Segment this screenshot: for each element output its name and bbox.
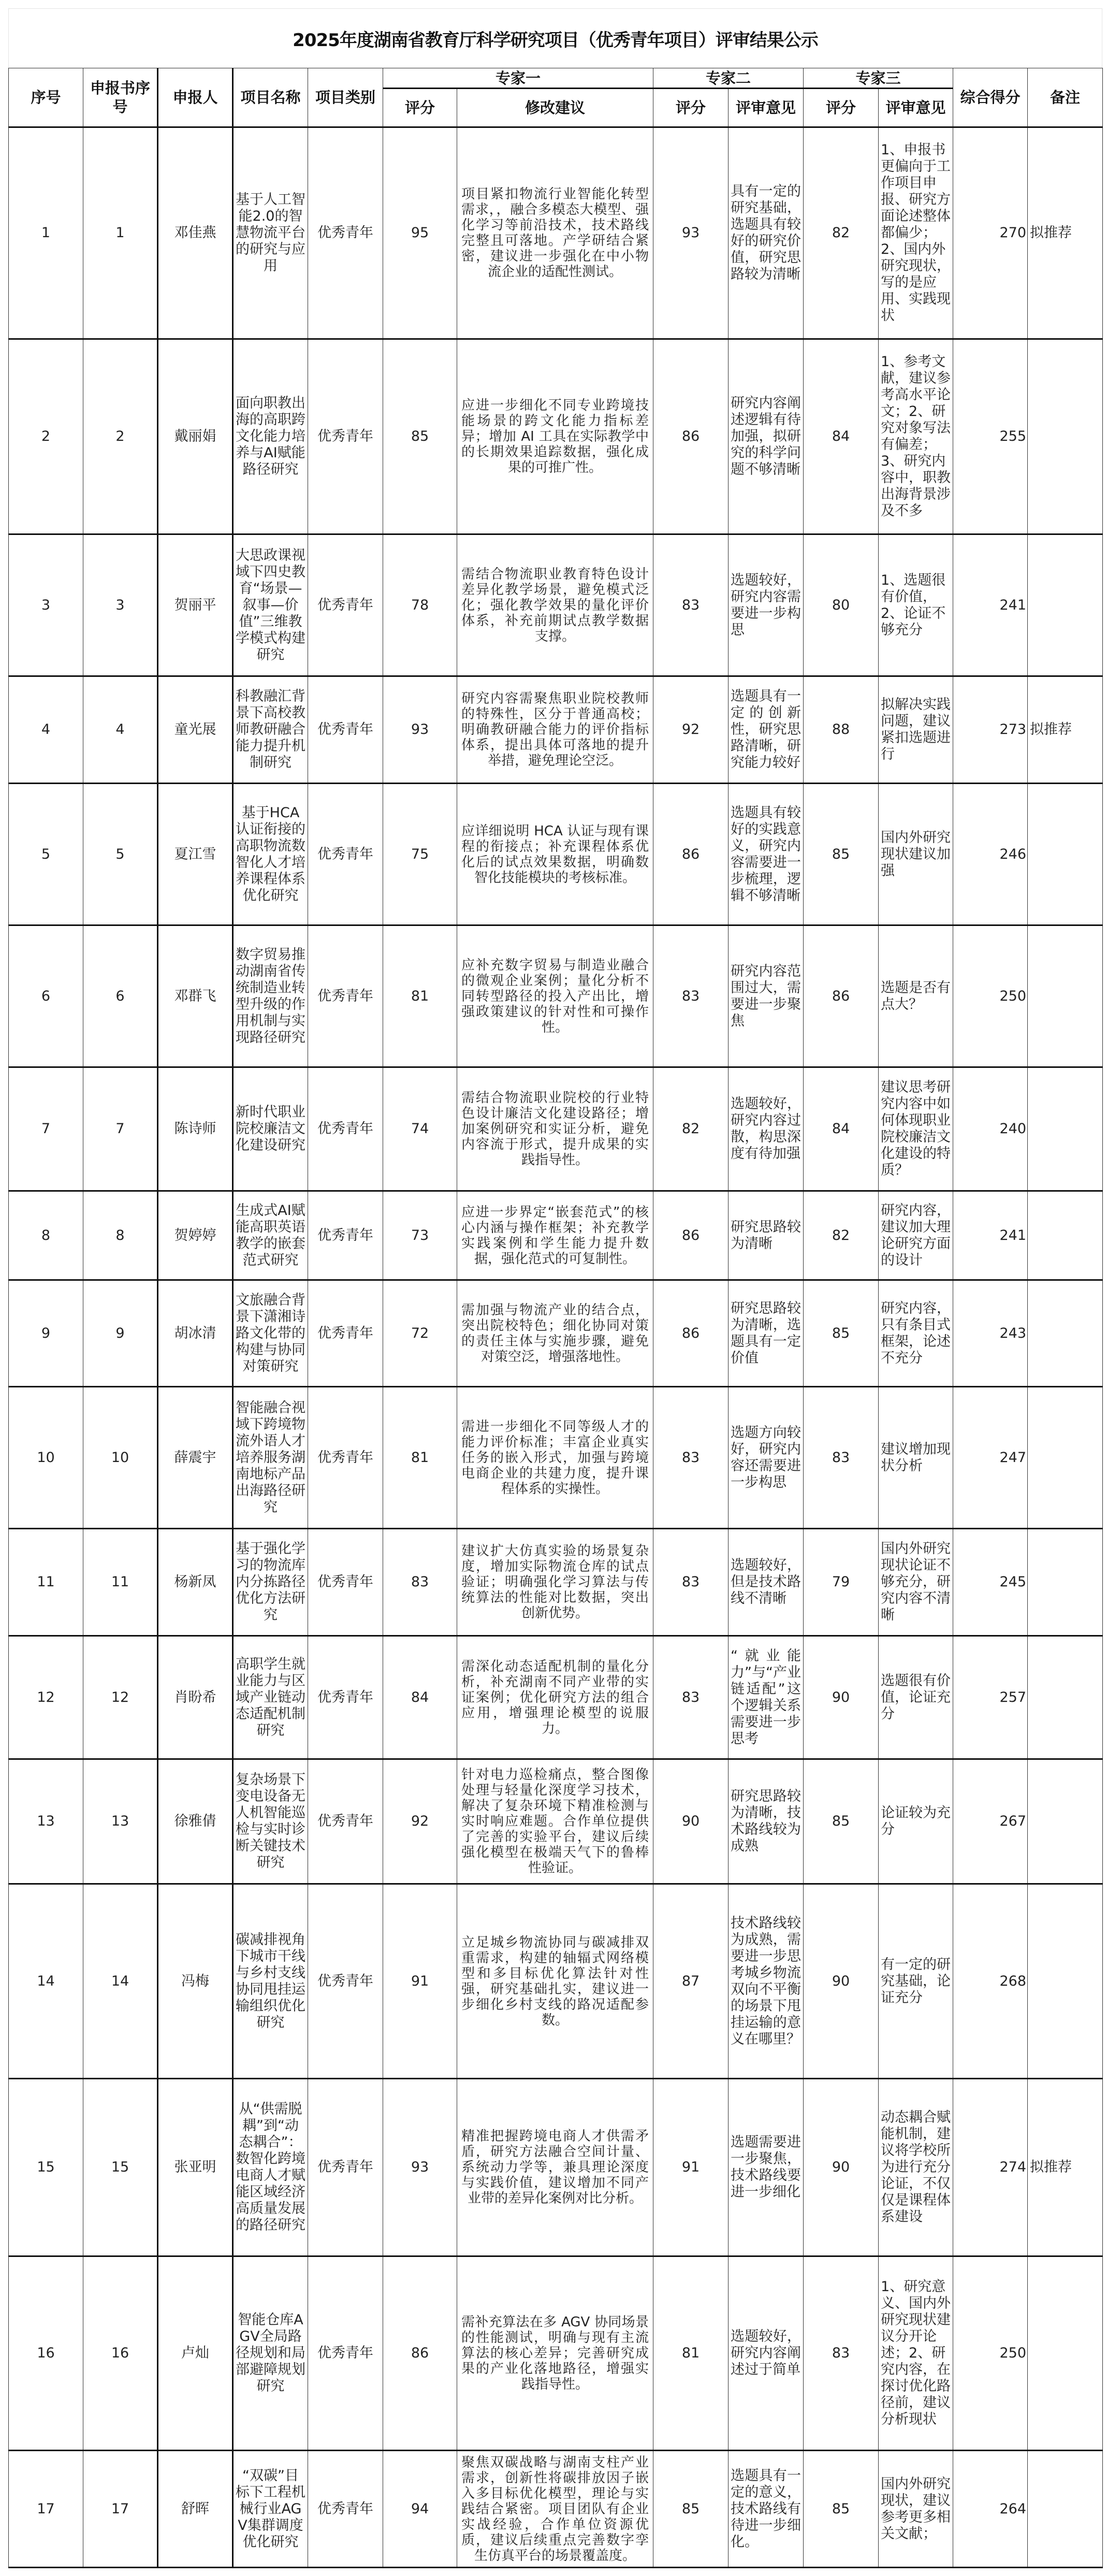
expert3-score-cell: 85	[804, 1280, 879, 1387]
applicant-cell: 徐雅倩	[158, 1759, 233, 1884]
expert1-score-cell: 93	[383, 676, 457, 784]
expert2-score-cell: 85	[653, 2451, 729, 2568]
expert1-suggestion-cell: 需深化动态适配机制的量化分析，补充湖南不同产业带的实证案例；优化研究方法的组合应用，增强理论模型的说服力。	[457, 1636, 653, 1759]
expert1-score-cell: 73	[383, 1191, 457, 1280]
page-title: 2025年度湖南省教育厅科学研究项目（优秀青年项目）评审结果公示	[293, 30, 818, 51]
seq-cell: 6	[9, 925, 83, 1067]
app-seq-cell: 13	[83, 1759, 158, 1884]
expert2-score-cell: 90	[653, 1759, 729, 1884]
expert3-opinion-cell: 国内外研究现状，建议参考更多相关文献；	[879, 2451, 953, 2568]
seq-cell: 7	[9, 1067, 83, 1191]
table-row	[9, 676, 1103, 784]
applicant-cell: 张亚明	[158, 2079, 233, 2256]
app-seq-cell: 1	[83, 127, 158, 339]
expert2-opinion-cell: 选题方向较好，研究内容还需要进一步构思	[729, 1387, 804, 1529]
applicant-cell: 陈诗师	[158, 1067, 233, 1191]
remark-cell	[1028, 1884, 1103, 2079]
category-cell: 优秀青年	[308, 1636, 383, 1759]
remark-cell	[1028, 2451, 1103, 2568]
header-expert3-opinion: 评审意见	[879, 89, 953, 127]
expert1-suggestion-cell: 针对电力巡检痛点，整合图像处理与轻量化深度学习技术，解决了复杂环境下精准检测与实时响应难题。合作单位提供了完善的实验平台，建议后续强化模型在极端天气下的鲁棒性验证。	[457, 1759, 653, 1884]
expert1-suggestion-cell: 项目紧扣物流行业智能化转型需求，，融合多模态大模型、强化学习等前沿技术，技术路线完整且可落地。产学研结合紧密，建议进一步强化在中小物流企业的适配性测试。	[457, 127, 653, 339]
seq-cell: 3	[9, 534, 83, 676]
project-name-cell: 基于强化学习的物流库内分拣路径优化方法研究	[233, 1529, 308, 1636]
header-project-name: 项目名称	[233, 68, 308, 127]
applicant-cell: 冯梅	[158, 1884, 233, 2079]
project-name-cell: 面向职教出海的高职跨文化能力培养与AI赋能路径研究	[233, 339, 308, 534]
total-score-cell: 241	[953, 1191, 1028, 1280]
app-seq-cell: 6	[83, 925, 158, 1067]
header-expert2: 专家二	[653, 68, 804, 89]
total-score-cell: 245	[953, 1529, 1028, 1636]
seq-cell: 17	[9, 2451, 83, 2568]
total-score-cell: 270	[953, 127, 1028, 339]
applicant-cell: 夏江雪	[158, 784, 233, 925]
expert2-opinion-cell: 选题较好，研究内容阐述过于简单	[729, 2256, 804, 2451]
total-score-cell: 267	[953, 1759, 1028, 1884]
expert1-suggestion-cell: 应进一步界定“嵌套范式”的核心内涵与操作框架；补充教学实践案例和学生能力提升数据，强化范式的可复制性。	[457, 1191, 653, 1280]
expert1-score-cell: 78	[383, 534, 457, 676]
expert3-opinion-cell: 论证较为充分	[879, 1759, 953, 1884]
header-remark: 备注	[1028, 68, 1103, 127]
expert1-score-cell: 95	[383, 127, 457, 339]
expert3-opinion-cell: 建议增加现状分析	[879, 1387, 953, 1529]
seq-cell: 5	[9, 784, 83, 925]
remark-cell	[1028, 1636, 1103, 1759]
expert2-opinion-cell: 研究思路较为清晰	[729, 1191, 804, 1280]
app-seq-cell: 12	[83, 1636, 158, 1759]
category-cell: 优秀青年	[308, 2451, 383, 2568]
table-row	[9, 2256, 1103, 2451]
seq-cell: 16	[9, 2256, 83, 2451]
expert3-opinion-cell: 国内外研究现状建议加强	[879, 784, 953, 925]
category-cell: 优秀青年	[308, 784, 383, 925]
table-row	[9, 1191, 1103, 1280]
remark-cell	[1028, 1529, 1103, 1636]
expert3-opinion-cell: 1、参考文献，建议参考高水平论文；2、研究对象写法有偏差；3、研究内容中，职教出海背景涉及不多	[879, 339, 953, 534]
expert3-score-cell: 84	[804, 339, 879, 534]
expert2-opinion-cell: 具有一定的研究基础，选题具有较好的研究价值，研究思路较为清晰	[729, 127, 804, 339]
expert2-opinion-cell: 选题较好，但是技术路线不清晰	[729, 1529, 804, 1636]
header-seq: 序号	[9, 68, 83, 127]
expert2-score-cell: 86	[653, 1280, 729, 1387]
remark-cell: 拟推荐	[1028, 2079, 1103, 2256]
applicant-cell: 舒晖	[158, 2451, 233, 2568]
app-seq-cell: 10	[83, 1387, 158, 1529]
expert1-score-cell: 93	[383, 2079, 457, 2256]
table-row	[9, 1884, 1103, 2079]
total-score-cell: 250	[953, 2256, 1028, 2451]
expert2-score-cell: 93	[653, 127, 729, 339]
expert2-score-cell: 83	[653, 925, 729, 1067]
app-seq-cell: 15	[83, 2079, 158, 2256]
project-name-cell: 从“供需脱耦”到“动态耦合”：数智化跨境电商人才赋能区域经济高质量发展的路径研究	[233, 2079, 308, 2256]
header-app-seq: 申报书序号	[83, 68, 158, 127]
app-seq-cell: 5	[83, 784, 158, 925]
expert2-score-cell: 82	[653, 1067, 729, 1191]
expert3-opinion-cell: 国内外研究现状论证不够充分，研究内容不清晰	[879, 1529, 953, 1636]
expert2-opinion-cell: 研究思路较为清晰，选题具有一定价值	[729, 1280, 804, 1387]
expert1-suggestion-cell: 需结合物流职业教育特色设计差异化教学场景，避免模式泛化；强化教学效果的量化评价体系，补充前期试点教学数据支撑。	[457, 534, 653, 676]
expert3-opinion-cell: 研究内容，只有条目式框架，论述不充分	[879, 1280, 953, 1387]
project-name-cell: 碳减排视角下城市干线与乡村支线协同甩挂运输组织优化研究	[233, 1884, 308, 2079]
table-row	[9, 1387, 1103, 1529]
total-score-cell: 246	[953, 784, 1028, 925]
table-row	[9, 1529, 1103, 1636]
app-seq-cell: 3	[83, 534, 158, 676]
remark-cell	[1028, 1067, 1103, 1191]
expert2-opinion-cell: 选题需要进一步聚焦，技术路线要进一步细化	[729, 2079, 804, 2256]
expert3-score-cell: 82	[804, 1191, 879, 1280]
app-seq-cell: 4	[83, 676, 158, 784]
seq-cell: 15	[9, 2079, 83, 2256]
table-row	[9, 1280, 1103, 1387]
app-seq-cell: 16	[83, 2256, 158, 2451]
expert2-score-cell: 86	[653, 1191, 729, 1280]
expert3-opinion-cell: 拟解决实践问题，建议紧扣选题进行	[879, 676, 953, 784]
seq-cell: 2	[9, 339, 83, 534]
project-name-cell: 基于人工智能2.0的智慧物流平台的研究与应用	[233, 127, 308, 339]
header-expert1: 专家一	[383, 68, 653, 89]
table-row	[9, 784, 1103, 925]
expert2-score-cell: 91	[653, 2079, 729, 2256]
expert1-suggestion-cell: 精准把握跨境电商人才供需矛盾，研究方法融合空间计量、系统动力学等，兼具理论深度与实践价值，建议增加不同产业带的差异化案例对比分析。	[457, 2079, 653, 2256]
expert2-opinion-cell: 选题具有一定的创新性，研究思路清晰，研究能力较好	[729, 676, 804, 784]
header-expert1-suggestion: 修改建议	[457, 89, 653, 127]
applicant-cell: 戴丽娟	[158, 339, 233, 534]
expert1-suggestion-cell: 需补充算法在多 AGV 协同场景的性能测试，明确与现有主流算法的核心差异；完善研究成果的产业化落地路径，增强实践指导性。	[457, 2256, 653, 2451]
expert1-suggestion-cell: 应补充数字贸易与制造业融合的微观企业案例；量化分析不同转型路径的投入产出比，增强政策建议的针对性和可操作性。	[457, 925, 653, 1067]
category-cell: 优秀青年	[308, 534, 383, 676]
expert2-opinion-cell: “就业能力”与“产业链适配”这个逻辑关系需要进一步思考	[729, 1636, 804, 1759]
expert3-opinion-cell: 1、申报书更偏向于工作项目申报、研究方面论述整体都偏少；2、国内外研究现状，写的是应用、实践现状	[879, 127, 953, 339]
expert1-suggestion-cell: 需加强与物流产业的结合点，突出院校特色；细化协同对策的责任主体与实施步骤，避免对策空泛，增强落地性。	[457, 1280, 653, 1387]
remark-cell: 拟推荐	[1028, 127, 1103, 339]
remark-cell	[1028, 1387, 1103, 1529]
category-cell: 优秀青年	[308, 127, 383, 339]
expert1-suggestion-cell: 建议扩大仿真实验的场景复杂度，增加实际物流仓库的试点验证；明确强化学习算法与传统算法的性能对比数据，突出创新优势。	[457, 1529, 653, 1636]
expert3-opinion-cell: 选题是否有点大？	[879, 925, 953, 1067]
category-cell: 优秀青年	[308, 339, 383, 534]
expert3-score-cell: 79	[804, 1529, 879, 1636]
total-score-cell: 240	[953, 1067, 1028, 1191]
total-score-cell: 264	[953, 2451, 1028, 2568]
expert2-score-cell: 92	[653, 676, 729, 784]
category-cell: 优秀青年	[308, 1280, 383, 1387]
expert3-score-cell: 85	[804, 784, 879, 925]
seq-cell: 14	[9, 1884, 83, 2079]
expert2-score-cell: 83	[653, 1636, 729, 1759]
expert1-suggestion-cell: 聚焦双碳战略与湖南支柱产业需求，创新性将碳排放因子嵌入多目标优化模型，理论与实践结合紧密。项目团队有企业实战经验，合作单位资源优质，建议后续重点完善数字孪生仿真平台的场景覆盖度。	[457, 2451, 653, 2568]
review-results-table	[8, 68, 1103, 2568]
seq-cell: 11	[9, 1529, 83, 1636]
table-body	[9, 127, 1103, 2568]
project-name-cell: 基于HCA认证衔接的高职物流数智化人才培养课程体系优化研究	[233, 784, 308, 925]
expert2-opinion-cell: 技术路线较为成熟，需要进一步思考城乡物流双向不平衡的场景下甩挂运输的意义在哪里？	[729, 1884, 804, 2079]
category-cell: 优秀青年	[308, 1759, 383, 1884]
seq-cell: 10	[9, 1387, 83, 1529]
header-category: 项目类别	[308, 68, 383, 127]
expert3-score-cell: 86	[804, 925, 879, 1067]
expert2-opinion-cell: 选题较好，研究内容过散，构思深度有待加强	[729, 1067, 804, 1191]
expert3-score-cell: 88	[804, 676, 879, 784]
table-row	[9, 1759, 1103, 1884]
expert3-score-cell: 83	[804, 2256, 879, 2451]
seq-cell: 4	[9, 676, 83, 784]
category-cell: 优秀青年	[308, 1529, 383, 1636]
expert2-opinion-cell: 研究内容阐述逻辑有待加强，拟研究的科学问题不够清晰	[729, 339, 804, 534]
seq-cell: 12	[9, 1636, 83, 1759]
header-total: 综合得分	[953, 68, 1028, 127]
app-seq-cell: 14	[83, 1884, 158, 2079]
expert1-score-cell: 81	[383, 925, 457, 1067]
total-score-cell: 247	[953, 1387, 1028, 1529]
total-score-cell: 274	[953, 2079, 1028, 2256]
expert3-score-cell: 83	[804, 1387, 879, 1529]
expert2-score-cell: 87	[653, 1884, 729, 2079]
expert3-score-cell: 90	[804, 2079, 879, 2256]
project-name-cell: 新时代职业院校廉洁文化建设研究	[233, 1067, 308, 1191]
expert1-score-cell: 84	[383, 1636, 457, 1759]
category-cell: 优秀青年	[308, 1067, 383, 1191]
seq-cell: 1	[9, 127, 83, 339]
category-cell: 优秀青年	[308, 1387, 383, 1529]
expert3-score-cell: 90	[804, 1884, 879, 2079]
app-seq-cell: 2	[83, 339, 158, 534]
category-cell: 优秀青年	[308, 925, 383, 1067]
remark-cell	[1028, 1280, 1103, 1387]
remark-cell	[1028, 784, 1103, 925]
table-row	[9, 1636, 1103, 1759]
total-score-cell: 250	[953, 925, 1028, 1067]
total-score-cell: 268	[953, 1884, 1028, 2079]
expert1-score-cell: 74	[383, 1067, 457, 1191]
expert2-opinion-cell: 研究思路较为清晰，技术路线较为成熟	[729, 1759, 804, 1884]
remark-cell	[1028, 1759, 1103, 1884]
expert3-opinion-cell: 动态耦合赋能机制，建议将学校所为进行充分论证，不仅仅是课程体系建设	[879, 2079, 953, 2256]
total-score-cell: 257	[953, 1636, 1028, 1759]
expert1-suggestion-cell: 应详细说明 HCA 认证与现有课程的衔接点；补充课程体系优化后的试点效果数据，明确数智化技能模块的考核标准。	[457, 784, 653, 925]
expert1-score-cell: 86	[383, 2256, 457, 2451]
seq-cell: 8	[9, 1191, 83, 1280]
table-row	[9, 2079, 1103, 2256]
total-score-cell: 243	[953, 1280, 1028, 1387]
table-row	[9, 127, 1103, 339]
remark-cell: 拟推荐	[1028, 676, 1103, 784]
category-cell: 优秀青年	[308, 2079, 383, 2256]
project-name-cell: 数字贸易推动湖南省传统制造业转型升级的作用机制与实现路径研究	[233, 925, 308, 1067]
title-box	[8, 8, 1102, 68]
applicant-cell: 肖盼希	[158, 1636, 233, 1759]
remark-cell	[1028, 2256, 1103, 2451]
app-seq-cell: 7	[83, 1067, 158, 1191]
project-name-cell: 大思政课视域下四史教育“场景—叙事—价值”三维教学模式构建研究	[233, 534, 308, 676]
project-name-cell: 复杂场景下变电设备无人机智能巡检与实时诊断关键技术研究	[233, 1759, 308, 1884]
header-expert1-score: 评分	[383, 89, 457, 127]
table-row	[9, 2451, 1103, 2568]
applicant-cell: 杨新凤	[158, 1529, 233, 1636]
expert1-score-cell: 94	[383, 2451, 457, 2568]
expert3-score-cell: 82	[804, 127, 879, 339]
expert1-score-cell: 83	[383, 1529, 457, 1636]
project-name-cell: 生成式AI赋能高职英语教学的嵌套范式研究	[233, 1191, 308, 1280]
app-seq-cell: 8	[83, 1191, 158, 1280]
category-cell: 优秀青年	[308, 2256, 383, 2451]
category-cell: 优秀青年	[308, 676, 383, 784]
expert3-opinion-cell: 选题很有价值，论证充分	[879, 1636, 953, 1759]
seq-cell: 9	[9, 1280, 83, 1387]
expert2-score-cell: 81	[653, 2256, 729, 2451]
table-row	[9, 925, 1103, 1067]
expert2-opinion-cell: 选题较好，研究内容需要进一步构思	[729, 534, 804, 676]
header-expert2-score: 评分	[653, 89, 729, 127]
header-expert3-score: 评分	[804, 89, 879, 127]
table-row	[9, 534, 1103, 676]
total-score-cell: 241	[953, 534, 1028, 676]
applicant-cell: 胡冰清	[158, 1280, 233, 1387]
app-seq-cell: 11	[83, 1529, 158, 1636]
expert2-score-cell: 86	[653, 784, 729, 925]
project-name-cell: 文旅融合背景下潇湘诗路文化带的构建与协同对策研究	[233, 1280, 308, 1387]
category-cell: 优秀青年	[308, 1191, 383, 1280]
project-name-cell: “双碳”目标下工程机械行业AGV集群调度优化研究	[233, 2451, 308, 2568]
expert3-opinion-cell: 研究内容，建议加大理论研究方面的设计	[879, 1191, 953, 1280]
applicant-cell: 薛震宇	[158, 1387, 233, 1529]
project-name-cell: 智能融合视域下跨境物流外语人才培养服务湖南地标产品出海路径研究	[233, 1387, 308, 1529]
remark-cell	[1028, 1191, 1103, 1280]
total-score-cell: 255	[953, 339, 1028, 534]
expert1-score-cell: 75	[383, 784, 457, 925]
expert3-opinion-cell: 1、选题很有价值，2、论证不够充分	[879, 534, 953, 676]
applicant-cell: 邓群飞	[158, 925, 233, 1067]
expert2-opinion-cell: 选题具有较好的实践意义，研究内容需要进一步梳理，逻辑不够清晰	[729, 784, 804, 925]
remark-cell	[1028, 339, 1103, 534]
expert3-opinion-cell: 1、研究意义、国内外研究现状建议分开论述；2、研究内容，在探讨优化路径前，建议分析现状	[879, 2256, 953, 2451]
category-cell: 优秀青年	[308, 1884, 383, 2079]
expert2-score-cell: 83	[653, 1387, 729, 1529]
applicant-cell: 邓佳燕	[158, 127, 233, 339]
expert3-score-cell: 84	[804, 1067, 879, 1191]
expert3-score-cell: 80	[804, 534, 879, 676]
expert2-score-cell: 83	[653, 534, 729, 676]
applicant-cell: 卢灿	[158, 2256, 233, 2451]
expert1-score-cell: 85	[383, 339, 457, 534]
expert2-opinion-cell: 研究内容范围过大，需要进一步聚焦	[729, 925, 804, 1067]
app-seq-cell: 9	[83, 1280, 158, 1387]
header-expert3: 专家三	[804, 68, 953, 89]
expert1-score-cell: 72	[383, 1280, 457, 1387]
project-name-cell: 智能仓库AGV全局路径规划和局部避障规划研究	[233, 2256, 308, 2451]
expert1-suggestion-cell: 需结合物流职业院校的行业特色设计廉洁文化建设路径；增加案例研究和实证分析，避免内容流于形式，提升成果的实践指导性。	[457, 1067, 653, 1191]
expert2-score-cell: 83	[653, 1529, 729, 1636]
expert3-score-cell: 85	[804, 2451, 879, 2568]
expert3-opinion-cell: 有一定的研究基础，论证充分	[879, 1884, 953, 2079]
remark-cell	[1028, 925, 1103, 1067]
project-name-cell: 高职学生就业能力与区域产业链动态适配机制研究	[233, 1636, 308, 1759]
app-seq-cell: 17	[83, 2451, 158, 2568]
applicant-cell: 贺婷婷	[158, 1191, 233, 1280]
expert1-score-cell: 91	[383, 1884, 457, 2079]
expert2-opinion-cell: 选题具有一定的意义，技术路线有待进一步细化。	[729, 2451, 804, 2568]
expert1-score-cell: 81	[383, 1387, 457, 1529]
expert3-score-cell: 85	[804, 1759, 879, 1884]
expert1-suggestion-cell: 应进一步细化不同专业跨境技能场景的跨文化能力指标差异；增加 AI 工具在实际教学中的长期效果追踪数据，强化成果的可推广性。	[457, 339, 653, 534]
table-row	[9, 339, 1103, 534]
expert1-suggestion-cell: 立足城乡物流协同与碳减排双重需求，构建的轴辐式网络模型和多目标优化算法针对性强，研究基础扎实，建议进一步细化乡村支线的路况适配参数。	[457, 1884, 653, 2079]
applicant-cell: 童光展	[158, 676, 233, 784]
expert1-suggestion-cell: 需进一步细化不同等级人才的能力评价标准；丰富企业真实任务的嵌入形式，加强与跨境电商企业的共建力度，提升课程体系的实操性。	[457, 1387, 653, 1529]
project-name-cell: 科教融汇背景下高校教师教研融合能力提升机制研究	[233, 676, 308, 784]
applicant-cell: 贺丽平	[158, 534, 233, 676]
remark-cell	[1028, 534, 1103, 676]
expert1-score-cell: 92	[383, 1759, 457, 1884]
expert2-score-cell: 86	[653, 339, 729, 534]
expert3-score-cell: 90	[804, 1636, 879, 1759]
expert1-suggestion-cell: 研究内容需聚焦职业院校教师的特殊性，区分于普通高校；明确教研融合能力的评价指标体系，提出具体可落地的提升举措，避免理论空泛。	[457, 676, 653, 784]
header-applicant: 申报人	[158, 68, 233, 127]
expert3-opinion-cell: 建议思考研究内容中如何体现职业院校廉洁文化建设的特质？	[879, 1067, 953, 1191]
header-expert2-opinion: 评审意见	[729, 89, 804, 127]
total-score-cell: 273	[953, 676, 1028, 784]
table-row	[9, 1067, 1103, 1191]
table-header	[9, 68, 1103, 127]
seq-cell: 13	[9, 1759, 83, 1884]
